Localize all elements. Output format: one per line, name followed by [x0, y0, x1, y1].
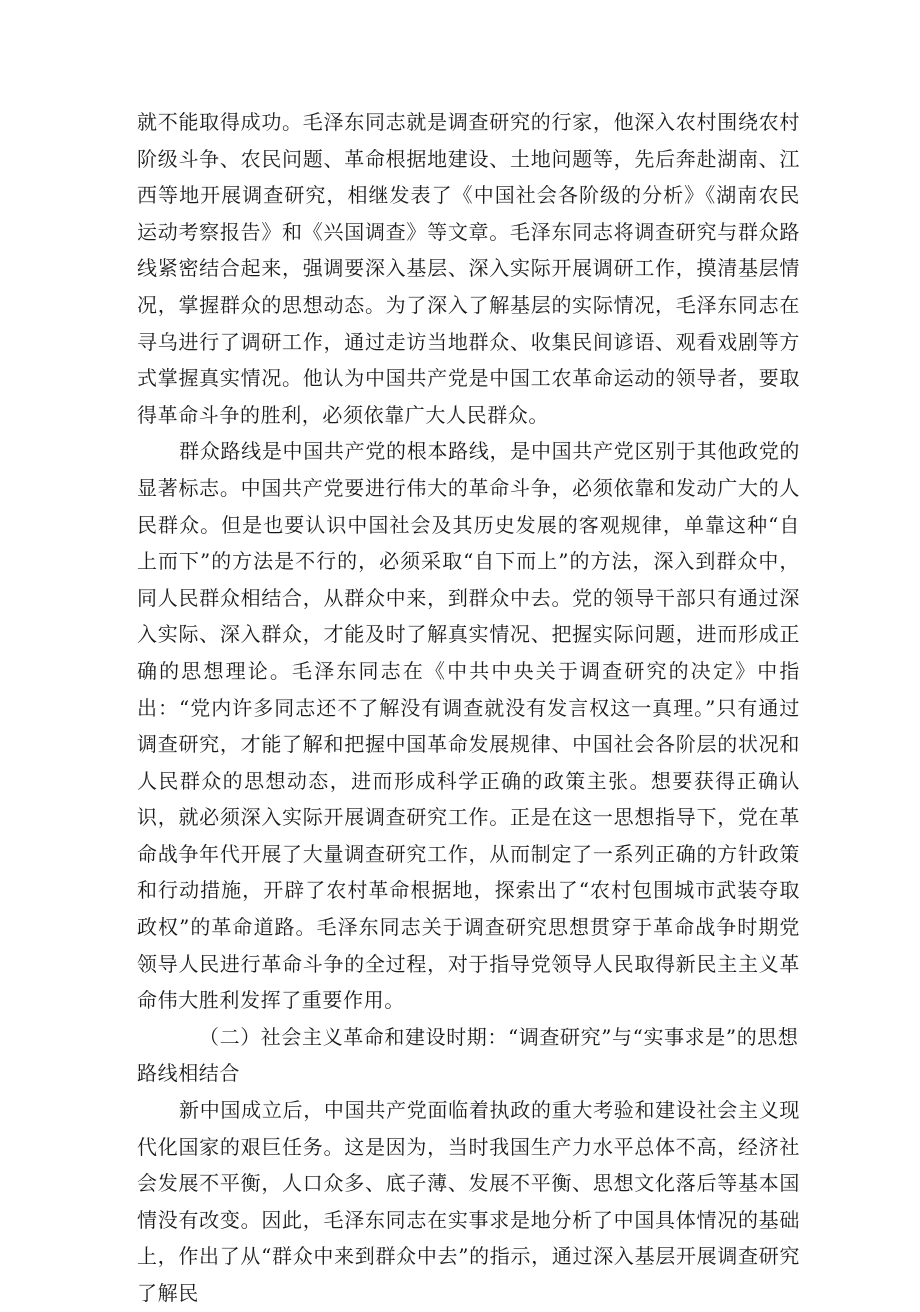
body-paragraph-continued: 就不能取得成功。毛泽东同志就是调查研究的行家，他深入农村围绕农村阶级斗争、农民问题、革命根据地建设、土地问题等，先后奔赴湖南、江西等地开展调查研究，相继发表了《中国社会各阶级的分析》《湖南农民运动考察报告》和《兴国调查》等文章。毛泽东同志将调查研究与群众路线紧密结合起来，强调要深入基层、深入实际开展调研工作，摸清基层情况，掌握群众的思想动态。为了深入了解基层的实际情况，毛泽东同志在寻乌进行了调研工作，通过走访当地群众、收集民间谚语、观看戏剧等方式掌握真实情况。他认为中国共产党是中国工农革命运动的领导者，要取得革命斗争的胜利，必须依靠广大人民群众。: [137, 110, 800, 427]
section-heading: （二）社会主义革命和建设时期：“调查研究”与“实事求是”的思想路线相结合: [137, 1024, 799, 1086]
body-paragraph-new-china: 新中国成立后，中国共产党面临着执政的重大考验和建设社会主义现代化国家的艰巨任务。这是因为，当时我国生产力水平总体不高，经济社会发展不平衡，人口众多、底子薄、发展不平衡、思想文化落后等基本国情没有改变。因此，毛泽东同志在实事求是地分析了中国具体情况的基础上，作出了从“群众中来到群众中去”的指示，通过深入基层开展调查研究了解民: [137, 1098, 800, 1305]
body-paragraph-mass-line: 群众路线是中国共产党的根本路线，是中国共产党区别于其他政党的显著标志。中国共产党要进行伟大的革命斗争，必须依靠和发动广大的人民群众。但是也要认识中国社会及其历史发展的客观规律，单靠这种“自上而下”的方法是不行的，必须采取“自下而上”的方法，深入到群众中，同人民群众相结合，从群众中来，到群众中去。党的领导干部只有通过深入实际、深入群众，才能及时了解真实情况、把握实际问题，进而形成正确的思想理论。毛泽东同志在《中共中央关于调查研究的决定》中指出：“党内许多同志还不了解没有调查就没有发言权这一真理。”只有通过调查研究，才能了解和把握中国革命发展规律、中国社会各阶层的状况和人民群众的思想动态，进而形成科学正确的政策主张。想要获得正确认识，就必须深入实际开展调查研究工作。正是在这一思想指导下，党在革命战争年代开展了大量调查研究工作，从而制定了一系列正确的方针政策和行动措施，开辟了农村革命根据地，探索出了“农村包围城市武装夺取政权”的革命道路。毛泽东同志关于调查研究思想贯穿于革命战争时期党领导人民进行革命斗争的全过程，对于指导党领导人民取得新民主主义革命伟大胜利发挥了重要作用。: [137, 439, 800, 1013]
